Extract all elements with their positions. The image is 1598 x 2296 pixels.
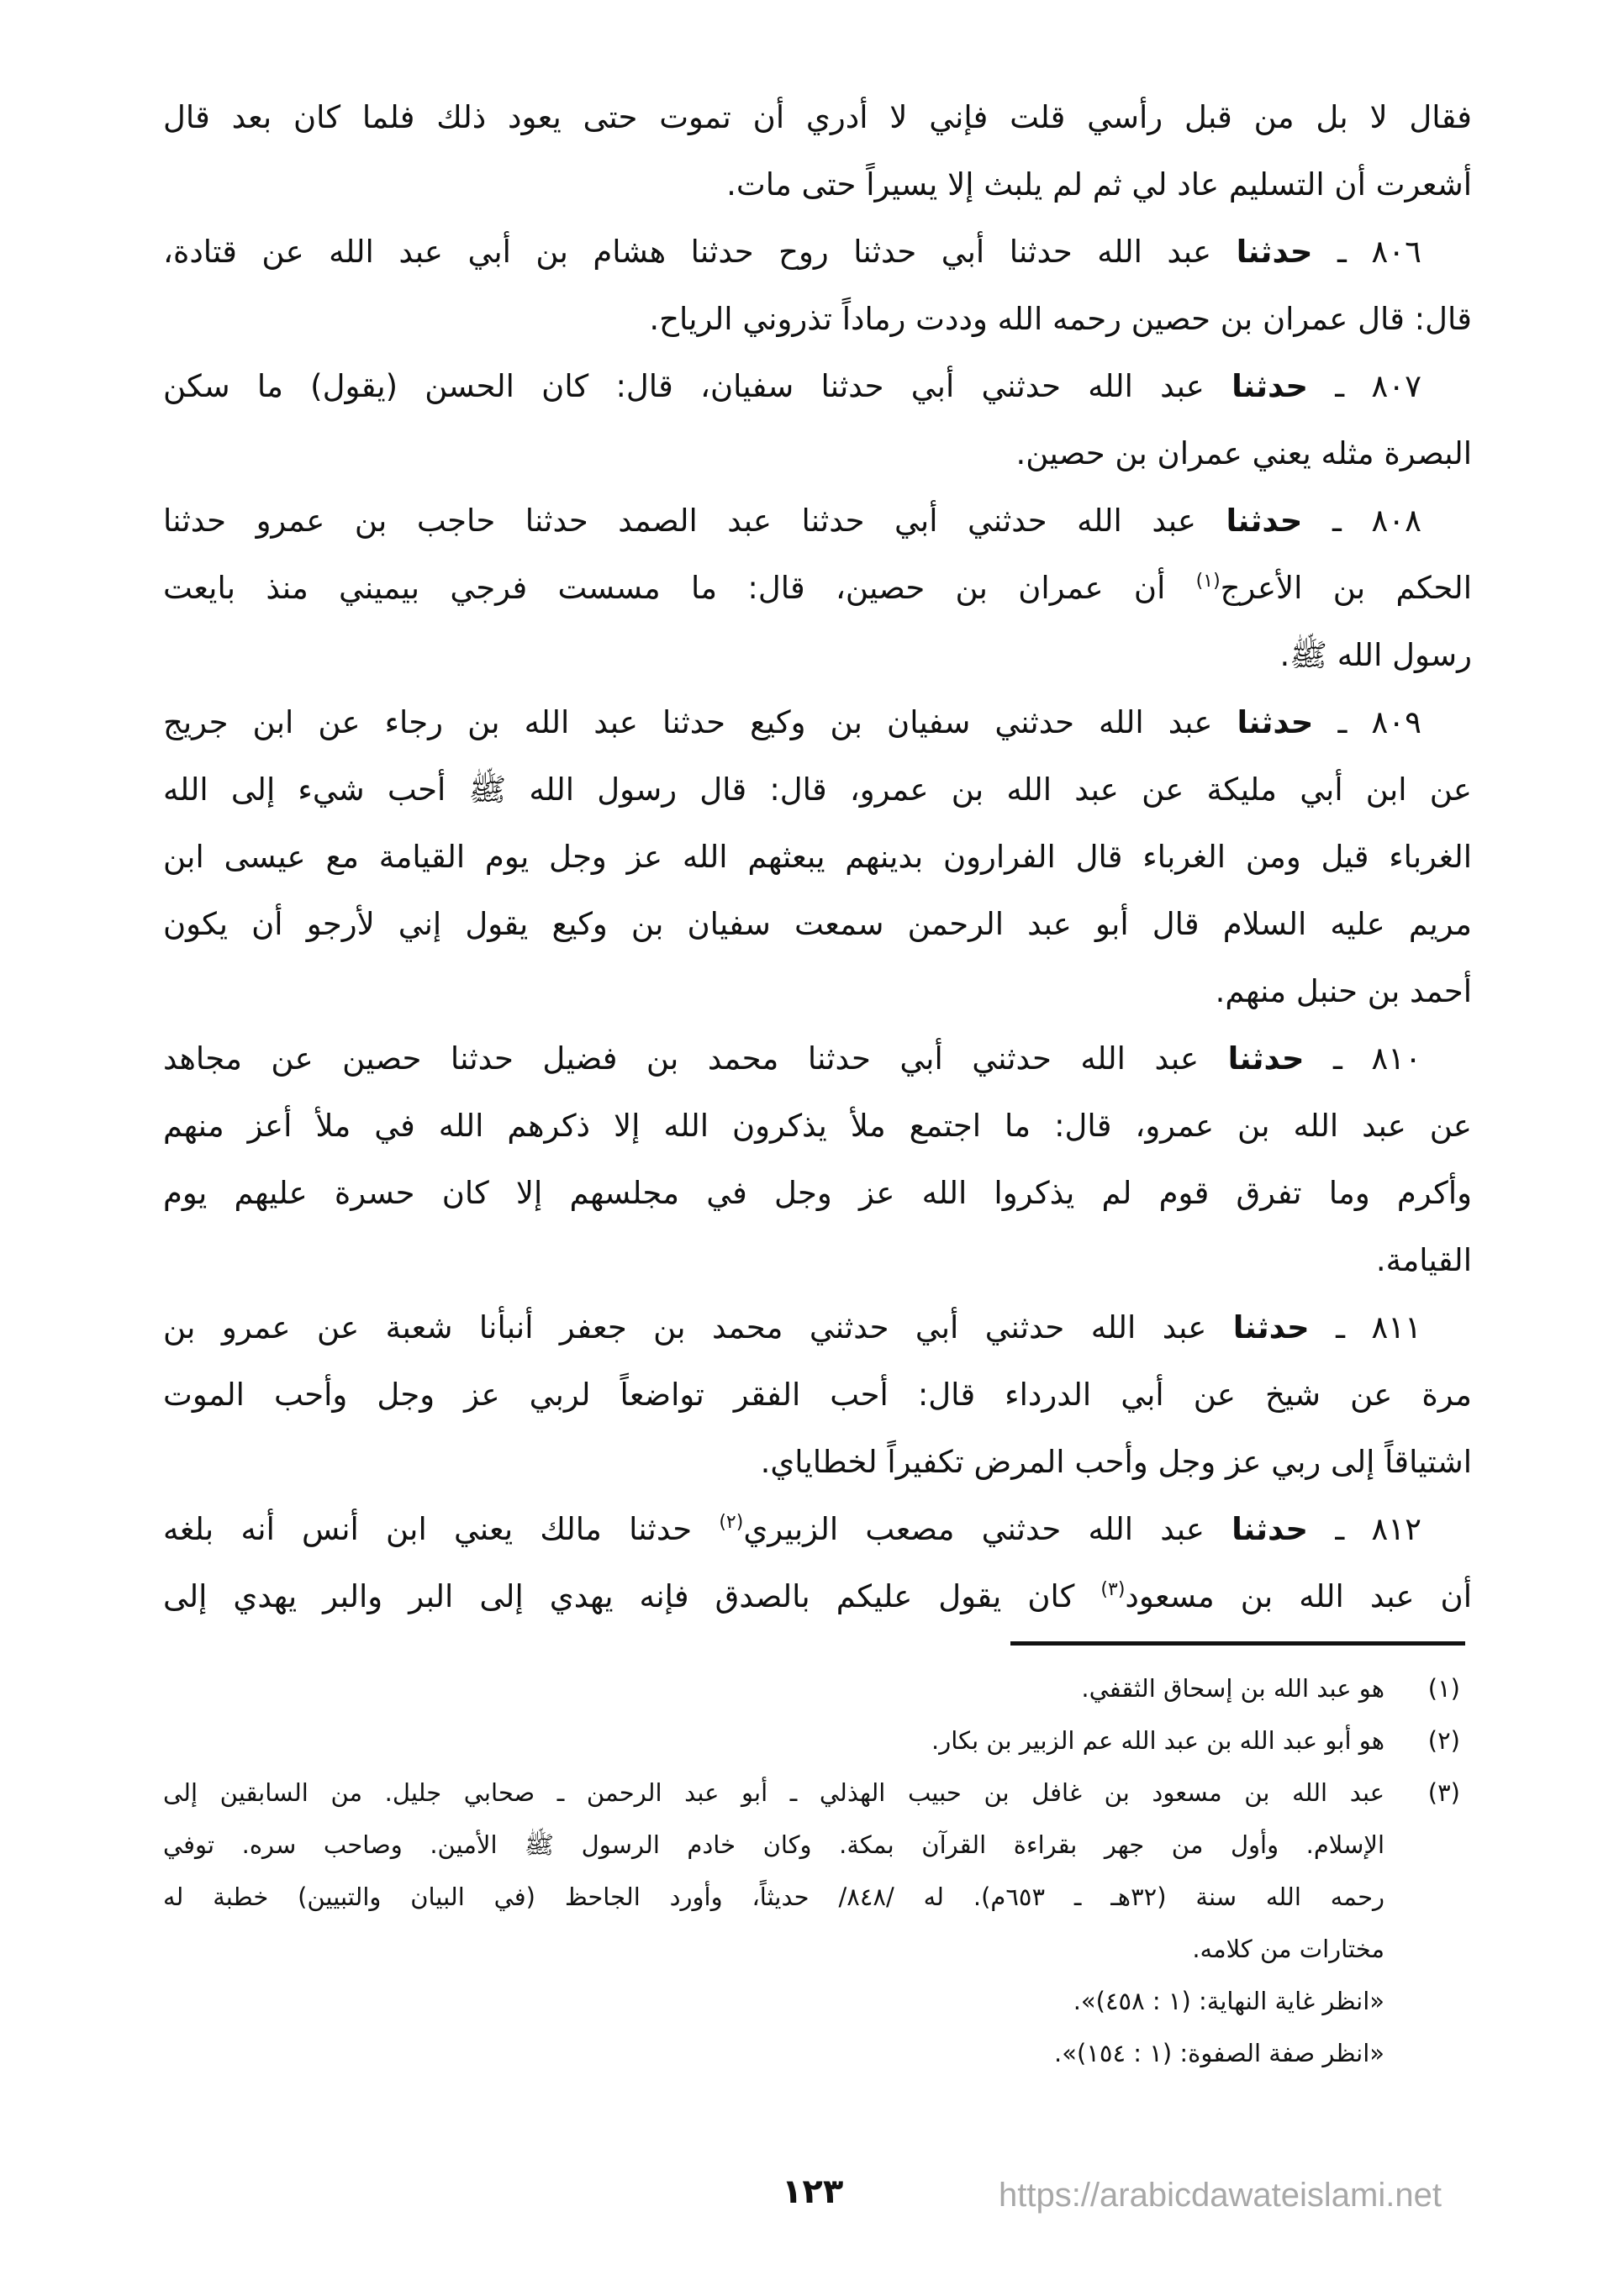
footnote-line: هو عبد الله بن إسحاق الثقفي. [1081, 1674, 1384, 1703]
text-segment: اشتياقاً إلى ربي عز وجل وأحب المرض تكفيراً لخطاياي. [760, 1444, 1472, 1480]
hadith-number: ٨١٠ ـ [1304, 1040, 1421, 1077]
text-line [163, 689, 1472, 756]
paragraph [163, 84, 1472, 219]
footnote [163, 1662, 1460, 1714]
text-line [163, 1160, 1472, 1227]
footnote-line: «انظر غاية النهاية: (١ : ٤٥٨)». [1073, 1987, 1384, 2015]
text-segment: البصرة مثله يعني عمران بن حصين. [1015, 435, 1472, 471]
hadith-number: ٨٠٨ ـ [1302, 503, 1421, 539]
footnote-number: (٣) [1427, 1778, 1460, 1807]
text-segment: مريم عليه السلام قال أبو عبد الرحمن سمعت سفيان بن وكيع يقول إني لأرجو أن يكون [163, 906, 1472, 942]
footnotes [163, 1662, 1460, 2079]
text-line [163, 219, 1472, 286]
watermark-url: https://arabicdawateislami.net [999, 2177, 1442, 2214]
footnote [163, 1714, 1460, 1767]
footnote-line: مختارات من كلامه. [1192, 1935, 1384, 1963]
text-line [163, 420, 1472, 487]
footnote-line: «انظر صفة الصفوة: (١ : ١٥٤)». [1054, 2039, 1384, 2067]
text-segment: عبد الله حدثني مصعب الزبيري [743, 1511, 1232, 1547]
paragraph [163, 353, 1472, 487]
text-segment: الحكم بن الأعرج [1220, 570, 1472, 606]
text-segment: عن ابن أبي مليكة عن عبد الله بن عمرو، قال: قال رسول الله ﷺ أحب شيء إلى الله [163, 771, 1472, 808]
text-line [163, 1025, 1472, 1093]
footnote-number: (٢) [1427, 1726, 1460, 1755]
text-segment: عن عبد الله بن عمرو، قال: ما اجتمع ملأ يذكرون الله إلا ذكرهم الله في ملأ أعز منهم [163, 1108, 1472, 1144]
text-line [163, 487, 1472, 555]
text-line [163, 1563, 1472, 1630]
paragraph [163, 1294, 1472, 1496]
text-segment: الغرباء قيل ومن الغرباء قال الفرارون بدينهم يبعثهم الله عز وجل يوم القيامة مع عيسى ابن [163, 839, 1472, 875]
text-line [163, 1093, 1472, 1160]
hadith-number: ٨٠٧ ـ [1308, 368, 1421, 404]
page-number: ١٢٣ [782, 2172, 844, 2211]
hadith-lead-word: حدثنا [1231, 368, 1309, 404]
text-segment: أن عمران بن حصين، قال: ما مسست فرجي بيميني منذ بايعت [163, 570, 1196, 606]
footnote-reference: (١) [1195, 571, 1221, 592]
paragraph [163, 219, 1472, 353]
hadith-lead-word: حدثنا [1226, 503, 1303, 539]
text-segment: عبد الله حدثني أبي حدثني محمد بن جعفر أنبأنا شعبة عن عمرو بن [163, 1309, 1233, 1345]
text-line [163, 1227, 1472, 1294]
hadith-number: ٨٠٦ ـ [1312, 234, 1421, 270]
footnote-line: عبد الله بن مسعود بن غافل بن حبيب الهذلي ـ أبو عبد الرحمن ـ صحابي جليل. من السابقين إلى [163, 1778, 1384, 1807]
hadith-number: ٨١١ ـ [1309, 1309, 1421, 1345]
footnote-line: رحمه الله سنة (٣٢هـ ـ ٦٥٣م). له /٨٤٨/ حديثاً، وأورد الجاحظ (في البيان والتبيين) خطبة له [163, 1883, 1384, 1911]
text-line [163, 1429, 1472, 1496]
hadith-number: ٨١٢ ـ [1308, 1511, 1421, 1547]
paragraph [163, 689, 1472, 1025]
footnote-line: الإسلام. وأول من جهر بقراءة القرآن بمكة. وكان خادم الرسول ﷺ الأمين. وصاحب سره. توفي [163, 1830, 1384, 1859]
text-line [163, 1496, 1472, 1563]
text-line [163, 756, 1472, 824]
hadith-lead-word: حدثنا [1237, 704, 1314, 740]
text-segment: أحمد بن حنبل منهم. [1215, 973, 1472, 1009]
text-segment: عبد الله حدثني أبي حدثنا سفيان، قال: كان الحسن (يقول) ما سكن [163, 368, 1232, 404]
footnote-number: (١) [1427, 1674, 1460, 1703]
text-segment: أشعرت أن التسليم عاد لي ثم لم يلبث إلا يسيراً حتى مات. [726, 166, 1472, 203]
hadith-lead-word: حدثنا [1231, 1511, 1309, 1547]
paragraph [163, 487, 1472, 689]
text-segment: فقال لا بل من قبل رأسي قلت فإني لا أدري أن تموت حتى يعود ذلك فلما كان بعد قال [163, 99, 1472, 135]
text-line [163, 353, 1472, 420]
hadith-lead-word: حدثنا [1232, 1309, 1310, 1345]
footnote-reference: (٣) [1100, 1579, 1126, 1600]
text-line [163, 84, 1472, 151]
text-line [163, 891, 1472, 958]
footnote-divider [1010, 1641, 1465, 1646]
text-segment: أن عبد الله بن مسعود [1125, 1578, 1472, 1614]
text-segment: رسول الله ﷺ. [1279, 637, 1472, 673]
footnote [163, 1767, 1460, 2079]
text-segment: وأكرم وما تفرق قوم لم يذكروا الله عز وجل في مجلسهم إلا كان حسرة عليهم يوم [163, 1175, 1472, 1211]
paragraph [163, 1496, 1472, 1630]
text-line [163, 555, 1472, 622]
footnote-reference: (٢) [719, 1512, 744, 1533]
text-segment: حدثنا مالك يعني ابن أنس أنه بلغه [163, 1511, 720, 1547]
text-segment: عبد الله حدثني أبي حدثنا عبد الصمد حدثنا حاجب بن عمرو حدثنا [163, 503, 1226, 539]
text-segment: عبد الله حدثني أبي حدثنا محمد بن فضيل حدثنا حصين عن مجاهد [163, 1040, 1228, 1077]
paragraph [163, 1025, 1472, 1294]
text-segment: مرة عن شيخ عن أبي الدرداء قال: أحب الفقر تواضعاً لربي عز وجل وأحب الموت [163, 1377, 1472, 1413]
text-segment: القيامة. [1375, 1242, 1472, 1278]
text-line [163, 1361, 1472, 1429]
text-line [163, 958, 1472, 1025]
text-line [163, 151, 1472, 219]
text-line [163, 622, 1472, 689]
hadith-lead-word: حدثنا [1227, 1040, 1305, 1077]
body-text [163, 84, 1472, 1630]
hadith-lead-word: حدثنا [1236, 234, 1313, 270]
text-segment: قال: قال عمران بن حصين رحمه الله وددت رماداً تذروني الرياح. [649, 301, 1472, 337]
text-line [163, 286, 1472, 353]
text-line [163, 1294, 1472, 1361]
text-segment: كان يقول عليكم بالصدق فإنه يهدي إلى البر والبر يهدي إلى [163, 1578, 1101, 1614]
text-line [163, 824, 1472, 891]
footnote-line: هو أبو عبد الله بن عبد الله عم الزبير بن بكار. [931, 1726, 1384, 1755]
text-segment: عبد الله حدثني سفيان بن وكيع حدثنا عبد الله بن رجاء عن ابن جريج [163, 704, 1237, 740]
text-segment: عبد الله حدثنا أبي حدثنا روح حدثنا هشام بن أبي عبد الله عن قتادة، [163, 234, 1237, 270]
hadith-number: ٨٠٩ ـ [1313, 704, 1421, 740]
